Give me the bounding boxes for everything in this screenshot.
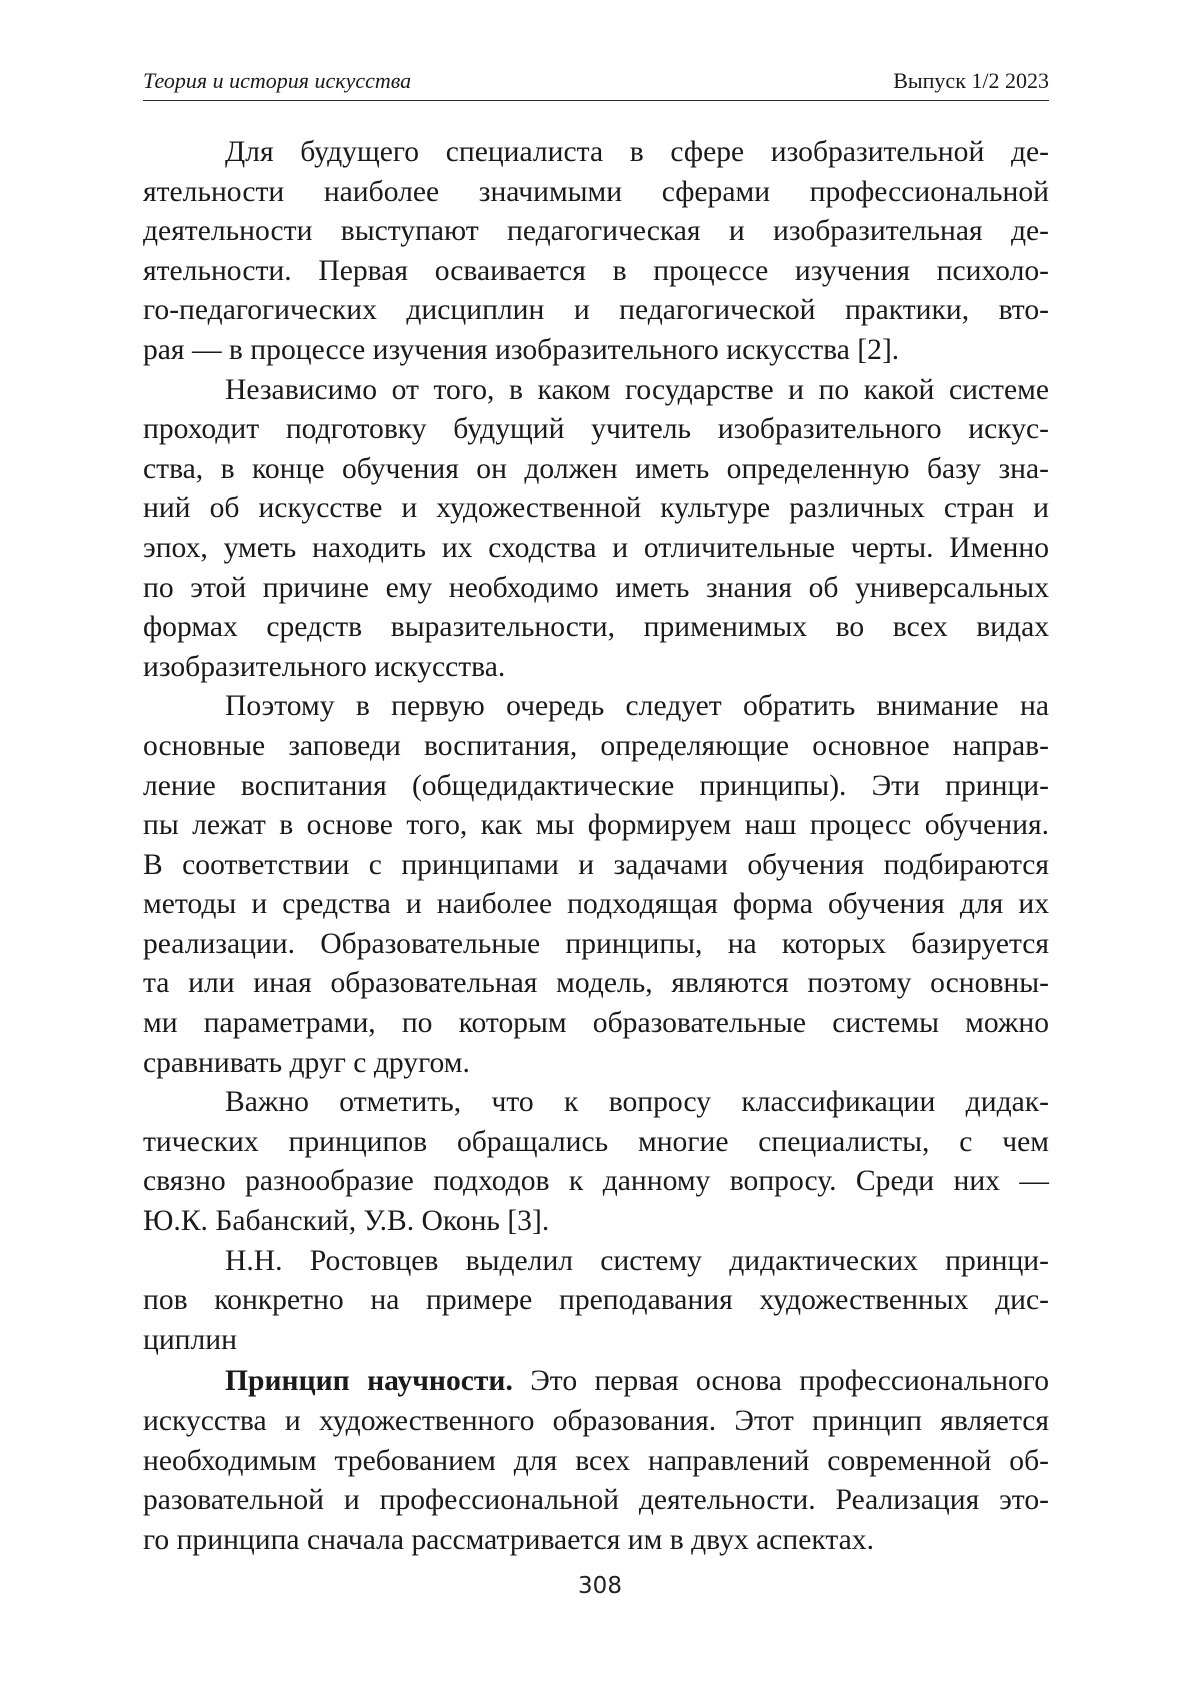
text-line: формах средств выразительности, применимых во всех видах	[143, 611, 1049, 644]
text-line: искусства и художественного образования. Этот принцип является	[143, 1405, 1049, 1437]
text-line: ний об искусстве и художественной культуре различных стран и	[143, 492, 1049, 525]
text-line: В соответствии с принципами и задачами обучения подбираются	[143, 848, 1049, 881]
text-line: ятельности наиболее значимыми сферами профессиональной	[143, 175, 1049, 208]
text-line: сравнивать друг с другом.	[143, 1046, 470, 1079]
issue-number: Выпуск 1/2 2023	[893, 68, 1049, 93]
text-line: пы лежат в основе того, как мы формируем наш процесс обучения.	[143, 809, 1049, 842]
text-line: по этой причине ему необходимо иметь знания об универсальных	[143, 571, 1049, 604]
text-line: изобразительного искусства.	[143, 650, 506, 683]
paragraph	[143, 1242, 1049, 1361]
paragraph	[143, 1083, 1049, 1241]
text-line: проходит подготовку будущий учитель изобразительного искус-	[143, 413, 1049, 446]
text-line: основные заповеди воспитания, определяющие основное направ-	[143, 729, 1049, 762]
text-line: го-педагогических дисциплин и педагогической практики, вто-	[143, 294, 1049, 327]
text-line: Н.Н. Ростовцев выделил систему дидактических принци-	[225, 1244, 1049, 1277]
article-body	[143, 133, 1049, 1560]
text-line: методы и средства и наиболее подходящая форма обучения для их	[143, 888, 1049, 921]
text-line: ства, в конце обучения он должен иметь определенную базу зна-	[143, 452, 1049, 485]
paragraph	[143, 687, 1049, 1083]
text-line: Для будущего специалиста в сфере изобразительной де-	[225, 136, 1049, 168]
paragraph	[143, 1362, 1049, 1560]
text-line: необходимым требованием для всех направлений современной об-	[143, 1444, 1049, 1477]
principle-heading: Принцип научности.	[225, 1365, 513, 1398]
journal-title: Теория и история искусства	[143, 68, 412, 93]
text-line: Поэтому в первую очередь следует обратить внимание на	[225, 690, 1049, 723]
text-run: Это первая основа профессионального	[512, 1365, 1049, 1398]
text-line: Ю.К. Бабанский, У.В. Оконь [3].	[143, 1205, 550, 1238]
paragraph	[143, 133, 1049, 371]
text-line: деятельности выступают педагогическая и изобразительная де-	[143, 215, 1049, 248]
text-line: реализации. Образовательные принципы, на которых базируется	[143, 927, 1049, 960]
paragraph	[143, 371, 1049, 688]
running-header	[143, 66, 1049, 101]
text-line: рая — в процессе изучения изобразительного искусства [2].	[143, 333, 900, 366]
text-line: эпох, уметь находить их сходства и отличительные черты. Именно	[143, 531, 1049, 564]
text-line: Важно отметить, что к вопросу классификации дидак-	[225, 1086, 1049, 1119]
text-line: го принципа сначала рассматривается им в двух аспектах.	[143, 1523, 874, 1556]
text-line	[143, 1362, 1049, 1402]
text-line: Независимо от того, в каком государстве и по какой системе	[225, 373, 1049, 406]
text-line: тических принципов обращались многие специалисты, с чем	[143, 1125, 1049, 1158]
text-line: та или иная образовательная модель, являются поэтому основны-	[143, 967, 1049, 1000]
text-line: ление воспитания (общедидактические принципы). Эти принци-	[143, 769, 1049, 802]
text-line: циплин	[143, 1323, 237, 1356]
page-number: 308	[578, 1573, 622, 1599]
text-line: связно разнообразие подходов к данному вопросу. Среди них —	[143, 1165, 1049, 1198]
text-line: ятельности. Первая осваивается в процессе изучения психоло-	[143, 254, 1049, 287]
text-line: пов конкретно на примере преподавания художественных дис-	[143, 1284, 1049, 1317]
text-line: ми параметрами, по которым образовательные системы можно	[143, 1007, 1049, 1040]
text-line: разовательной и профессиональной деятельности. Реализация это-	[143, 1484, 1049, 1517]
